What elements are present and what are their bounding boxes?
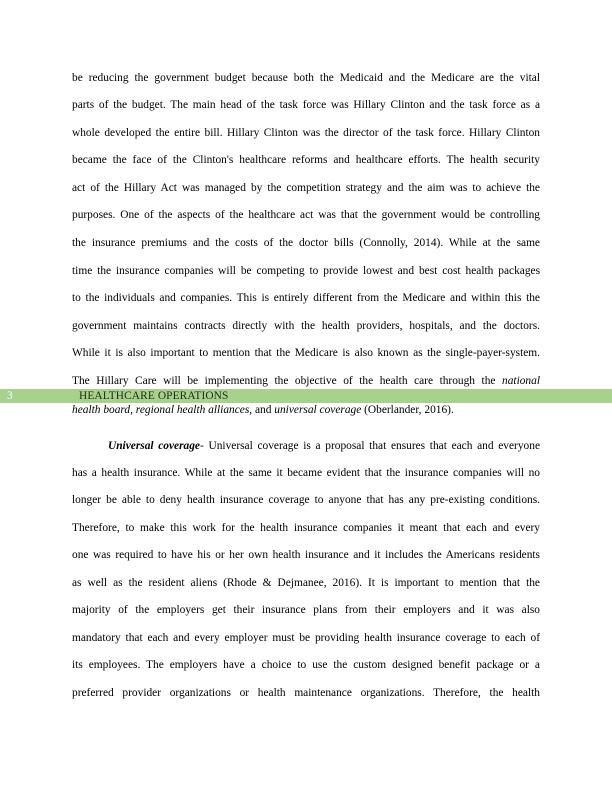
body-line: purposes. One of the aspects of the healthcare act was that the government would be controlling xyxy=(72,209,540,221)
body-line: Therefore, to make this work for the health insurance companies it meant that each and every xyxy=(72,522,540,534)
body-line: as well as the resident aliens (Rhode & Dejmanee, 2016). It is important to mention that the xyxy=(72,577,540,589)
citation: (Oberlander, 2016). xyxy=(361,404,454,416)
body-text: - Universal coverage is a proposal that ensures that each and everyone xyxy=(200,440,540,452)
body-line: became the face of the Clinton's healthcare reforms and healthcare efforts. The health security xyxy=(72,154,540,166)
body-line: has a health insurance. While at the same it became evident that the insurance companies will no xyxy=(72,467,540,479)
body-text: and xyxy=(252,404,275,416)
body-line: longer be able to deny health insurance coverage to anyone that has any pre-existing conditions. xyxy=(72,494,540,506)
body-line xyxy=(72,374,540,388)
body-line: one was required to have his or her own health insurance and it includes the Americans residents xyxy=(72,549,540,561)
body-line: government maintains contracts directly with the health providers, hospitals, and the doctors. xyxy=(72,320,540,332)
italic-term: national xyxy=(502,375,540,387)
body-line xyxy=(108,439,540,453)
page-number: 3 xyxy=(7,390,13,402)
body-line: act of the Hillary Act was managed by the competition strategy and the aim was to achieve the xyxy=(72,182,540,194)
body-line: preferred provider organizations or health maintenance organizations. Therefore, the health xyxy=(72,687,540,699)
section-heading: Universal coverage xyxy=(108,440,200,452)
body-line: be reducing the government budget because both the Medicaid and the Medicare are the vital xyxy=(72,72,540,84)
body-line: parts of the budget. The main head of the task force was Hillary Clinton and the task force as a xyxy=(72,99,540,111)
body-line: the insurance premiums and the costs of the doctor bills (Connolly, 2014). While at the same xyxy=(72,237,540,249)
body-line xyxy=(72,403,540,417)
italic-term: health board, regional health alliances, xyxy=(72,404,253,416)
italic-term: universal coverage xyxy=(274,404,362,416)
body-line: time the insurance companies will be competing to provide lowest and best cost health packages xyxy=(72,265,540,277)
body-line: majority of the employers get their insurance plans from their employers and it was also xyxy=(72,604,540,616)
body-line: While it is also important to mention that the Medicare is also known as the single-payer-system. xyxy=(72,347,540,359)
body-line: whole developed the entire bill. Hillary Clinton was the director of the task force. Hillary Clinton xyxy=(72,127,540,139)
body-text: The Hillary Care will be implementing the objective of the health care through the xyxy=(72,375,496,387)
body-line: mandatory that each and every employer must be providing health insurance coverage to each of xyxy=(72,632,540,644)
running-head: HEALTHCARE OPERATIONS xyxy=(79,390,229,402)
body-line: to the individuals and companies. This is entirely different from the Medicare and within this the xyxy=(72,292,540,304)
body-line: its employees. The employers have a choice to use the custom designed benefit package or a xyxy=(72,659,540,671)
